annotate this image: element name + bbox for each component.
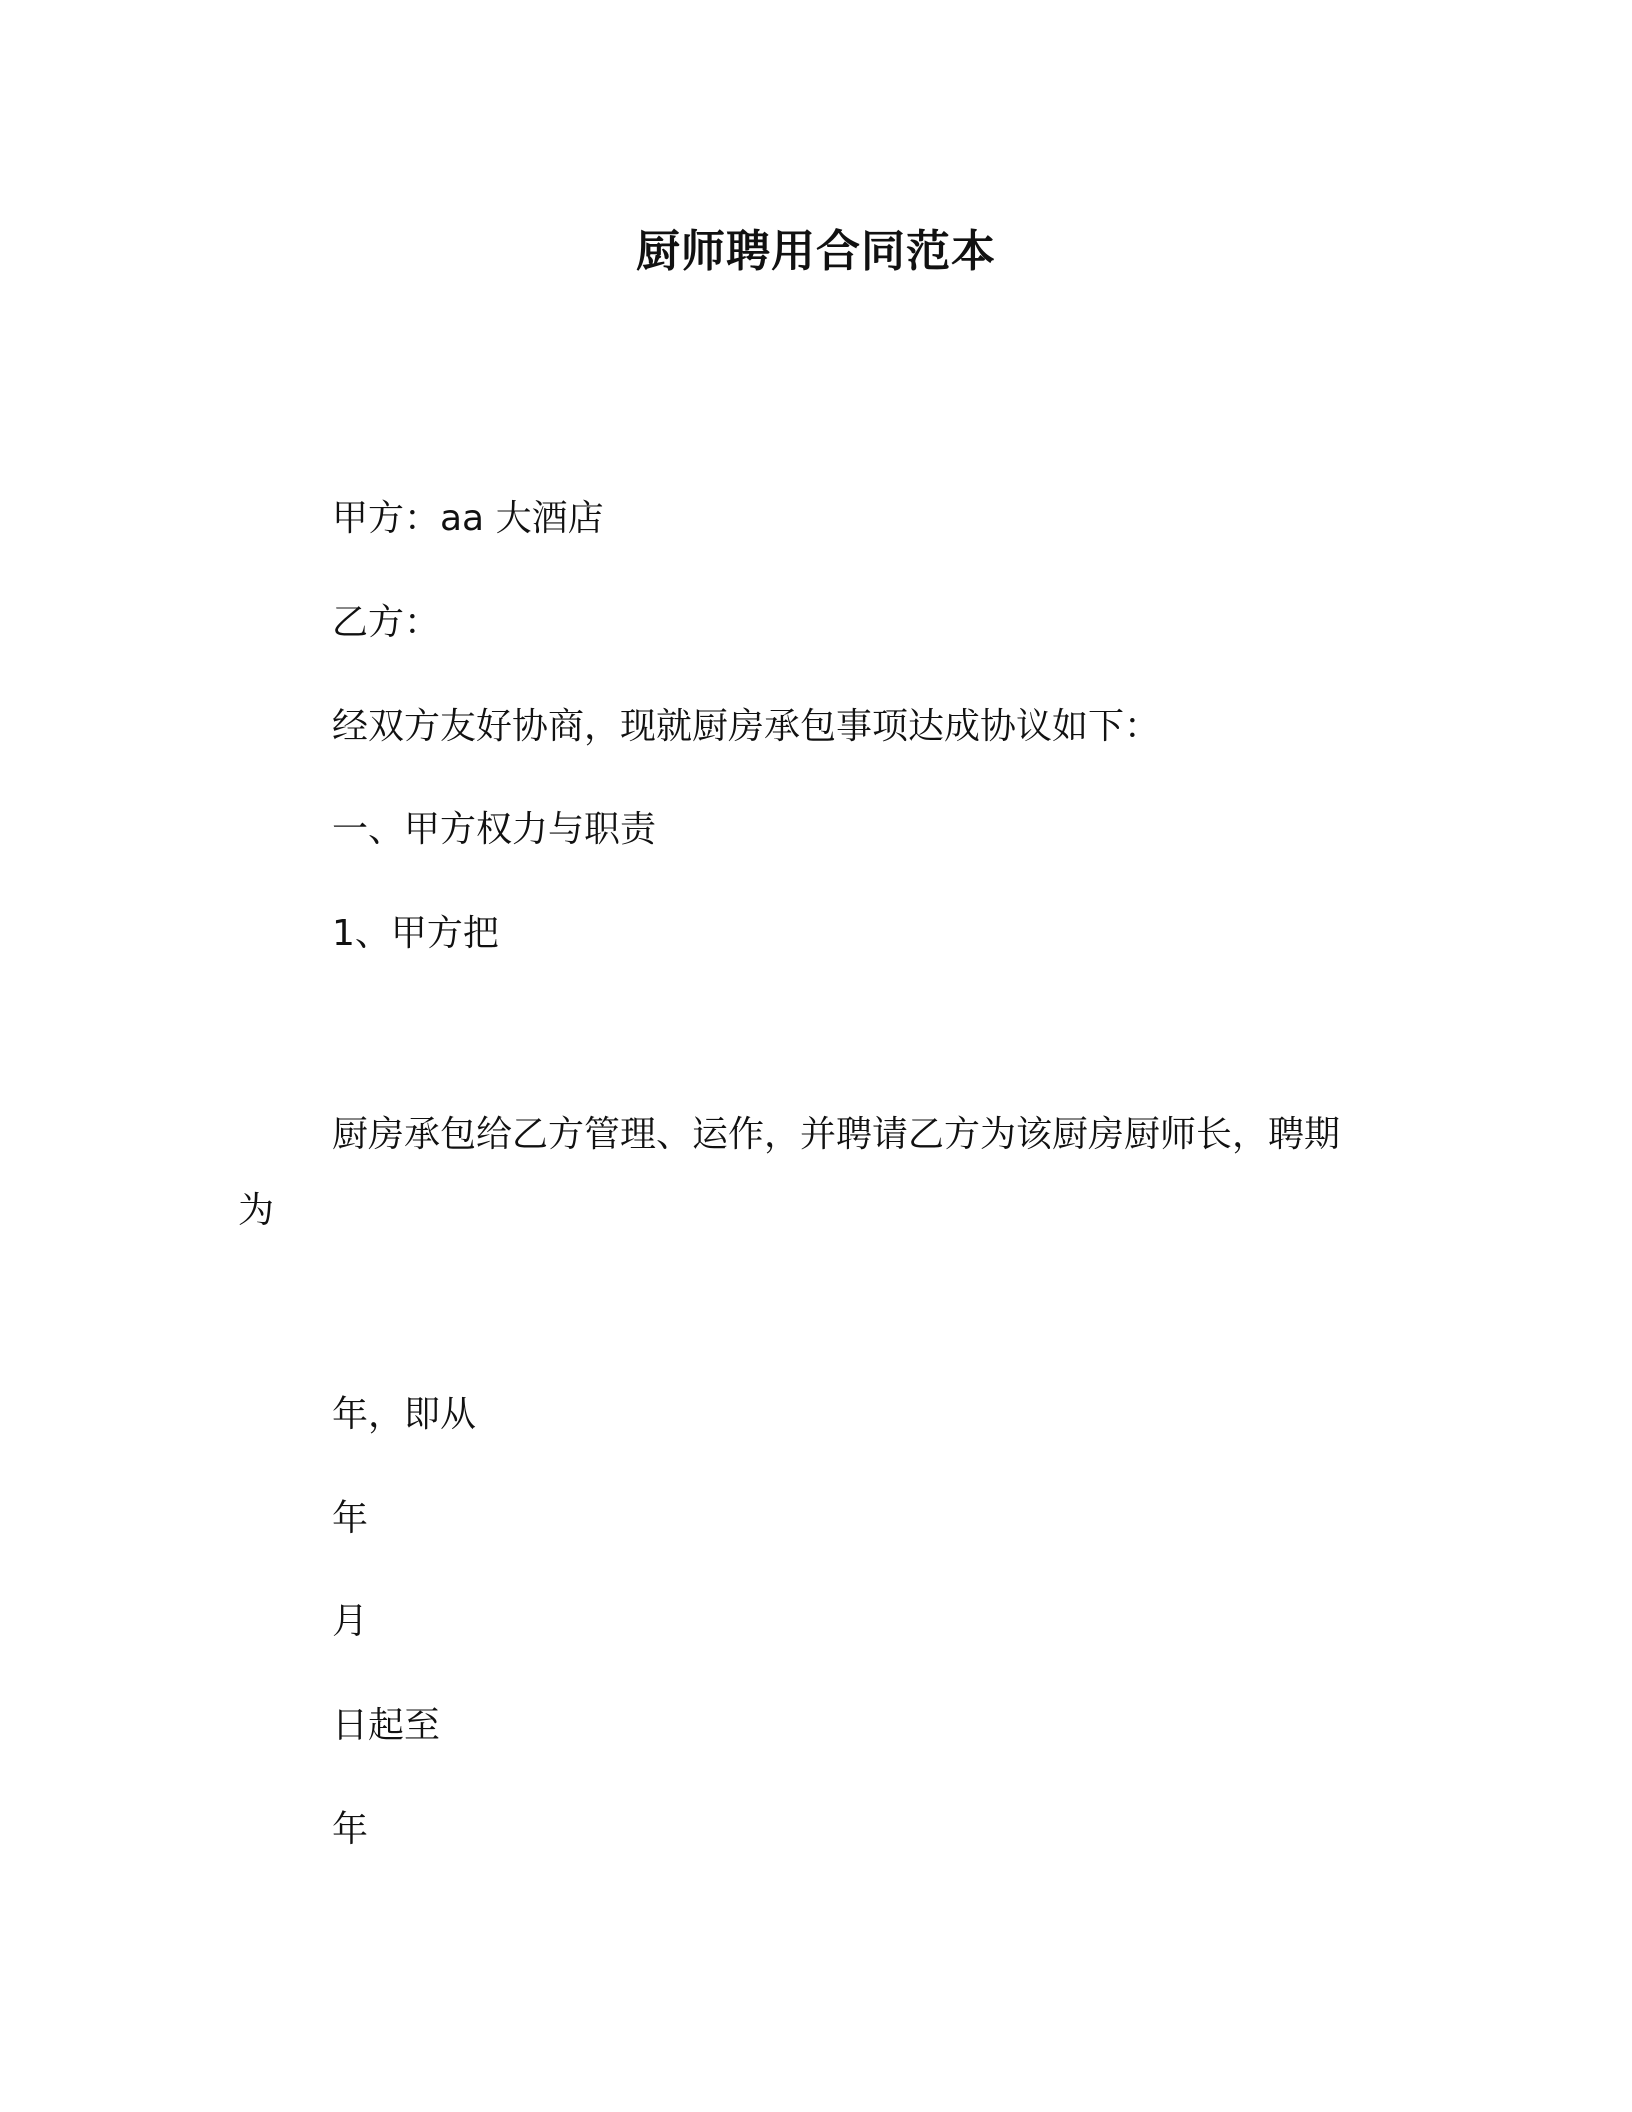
- party-a-line: 甲方：aa 大酒店: [332, 498, 604, 539]
- start-year-line: 年: [332, 1498, 369, 1539]
- start-day-to-line: 日起至: [332, 1705, 441, 1746]
- document-title: 厨师聘用合同范本: [636, 226, 996, 277]
- start-month-line: 月: [332, 1601, 369, 1642]
- term-years-line: 年，即从: [332, 1394, 477, 1435]
- intro-paragraph: 经双方友好协商，现就厨房承包事项达成协议如下：: [332, 706, 1161, 747]
- section-1-heading: 一、甲方权力与职责: [332, 809, 657, 850]
- clause-1-body: 厨房承包给乙方管理、运作，并聘请乙方为该厨房厨师长，聘期: [332, 1114, 1341, 1155]
- clause-1-body-wrap: 为: [238, 1190, 275, 1231]
- end-year-line: 年: [332, 1809, 369, 1850]
- clause-1-start: 1、甲方把: [332, 913, 499, 954]
- party-b-line: 乙方：: [332, 602, 441, 643]
